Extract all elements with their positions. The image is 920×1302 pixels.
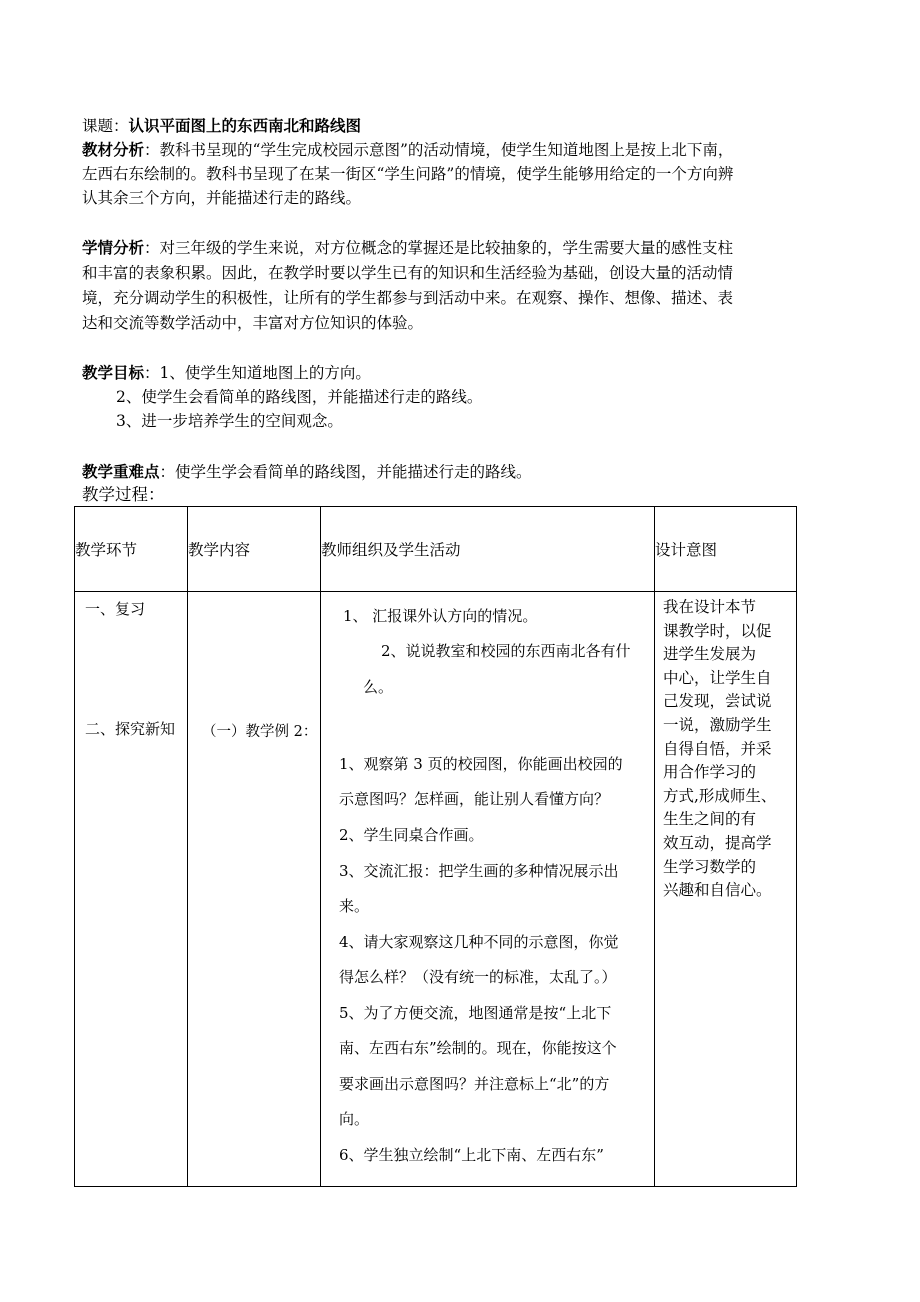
- activity-line: 3、交流汇报：把学生画的多种情况展示出: [339, 862, 619, 880]
- header-stage: 教学环节: [75, 507, 188, 592]
- goal-item-3: 3、进一步培养学生的空间观念。: [116, 412, 343, 430]
- intent-line: 自得自悟，并采: [663, 739, 772, 758]
- student-analysis-line-4: 达和交流等数学活动中，丰富对方位知识的体验。: [82, 314, 424, 332]
- activity-line: 要求画出示意图吗？并注意标上“北”的方: [339, 1075, 610, 1093]
- intent-line: 生学习数学的: [663, 857, 757, 876]
- header-content: 教学内容: [188, 507, 321, 592]
- goal-item-1: ：1、使学生知道地图上的方向。: [144, 364, 371, 382]
- textbook-analysis-line-2: 左西右东绘制的。教科书呈现了在某一街区“学生问路”的情境，使学生能够用给定的一个方向辨: [82, 165, 734, 183]
- goals-label: 教学目标: [82, 363, 145, 382]
- intent-line: 用合作学习的: [663, 763, 757, 782]
- intent-line: 中心，让学生自: [663, 668, 772, 687]
- key-points-text: ：使学生学会看简单的路线图，并能描述行走的路线。: [159, 463, 532, 481]
- process-label: 教学过程：: [82, 485, 165, 504]
- intent-line: 己发现，尝试说: [663, 692, 772, 711]
- table-body-row: [75, 592, 797, 1187]
- stage-explore: 二、探究新知: [85, 720, 176, 738]
- intent-line: 一说，激励学生: [663, 715, 772, 734]
- intent-line: 课教学时，以促: [663, 621, 772, 640]
- lesson-process-table: [74, 506, 797, 1187]
- lesson-title: 认识平面图上的东西南北和路线图: [128, 116, 362, 135]
- intent-line: 兴趣和自信心。: [663, 881, 772, 900]
- activity-line: 1、观察第 3 页的校园图，你能画出校园的: [339, 755, 623, 773]
- student-analysis-line-1: [82, 236, 862, 260]
- intent-line: 方式,形成师生、: [663, 786, 777, 805]
- content-cell: [188, 592, 321, 1187]
- activity-line: 2、说说教室和校园的东西南北各有什: [381, 642, 631, 660]
- textbook-analysis-text: ：教科书呈现的“学生完成校园示意图”的活动情境，使学生知道地图上是按上北下南，: [144, 141, 734, 159]
- lesson-title-label: 课题：: [82, 117, 129, 135]
- activity-line: 5、为了方便交流，地图通常是按“上北下: [339, 1004, 612, 1022]
- intent-line: 我在设计本节: [663, 598, 757, 616]
- intent-cell: [655, 592, 797, 1187]
- key-points-line: [82, 460, 862, 484]
- activity-line: 么。: [363, 678, 394, 696]
- student-analysis-line-3: 境，充分调动学生的积极性，让所有的学生都参与到活动中来。在观察、操作、想像、描述、表: [82, 289, 734, 307]
- activity-line: 向。: [339, 1110, 370, 1128]
- design-intent-text: [663, 596, 791, 903]
- activity-line: 6、学生独立绘制“上北下南、左西右东”: [339, 1146, 604, 1164]
- activities-cell: [321, 592, 655, 1187]
- content-example: （一）教学例 2：: [202, 724, 318, 740]
- intent-line: 效互动，提高学: [663, 833, 772, 852]
- student-analysis-label: 学情分析: [82, 238, 145, 257]
- table-header-row: [75, 507, 797, 592]
- activity-line: 1、 汇报课外认方向的情况。: [343, 607, 538, 625]
- goal-item-2: 2、使学生会看简单的路线图，并能描述行走的路线。: [116, 388, 483, 406]
- header-activities: 教师组织及学生活动: [321, 507, 655, 592]
- key-points-label: 教学重难点: [82, 462, 160, 481]
- textbook-analysis-line-3: 认其余三个方向，并能描述行走的路线。: [82, 189, 362, 207]
- header-intent: 设计意图: [655, 507, 797, 592]
- stage-review: 一、复习: [85, 600, 146, 618]
- goals-line-1: [82, 361, 862, 385]
- activity-line: 示意图吗？怎样画，能让别人看懂方向？: [339, 790, 610, 808]
- intent-line: 进学生发展为: [663, 645, 757, 664]
- stage-cell: [75, 592, 188, 1187]
- lesson-title-line: [82, 114, 862, 138]
- activity-line: 南、左西右东”绘制的。现在，你能按这个: [339, 1039, 617, 1057]
- activity-line: 4、请大家观察这几种不同的示意图，你觉: [339, 933, 619, 951]
- student-analysis-text: ：对三年级的学生来说，对方位概念的掌握还是比较抽象的，学生需要大量的感性支柱: [144, 239, 734, 257]
- textbook-analysis-label: 教材分析: [82, 140, 145, 159]
- activity-line: 得怎么样？（没有统一的标准，太乱了。）: [339, 968, 617, 986]
- intent-line: 生生之间的有: [663, 810, 757, 829]
- textbook-analysis-line-1: [82, 138, 862, 162]
- activity-line: 来。: [339, 897, 370, 915]
- student-analysis-line-2: 和丰富的表象积累。因此，在教学时要以学生已有的知识和生活经验为基础，创设大量的活动情: [82, 264, 734, 282]
- activity-line: 2、学生同桌合作画。: [339, 826, 484, 844]
